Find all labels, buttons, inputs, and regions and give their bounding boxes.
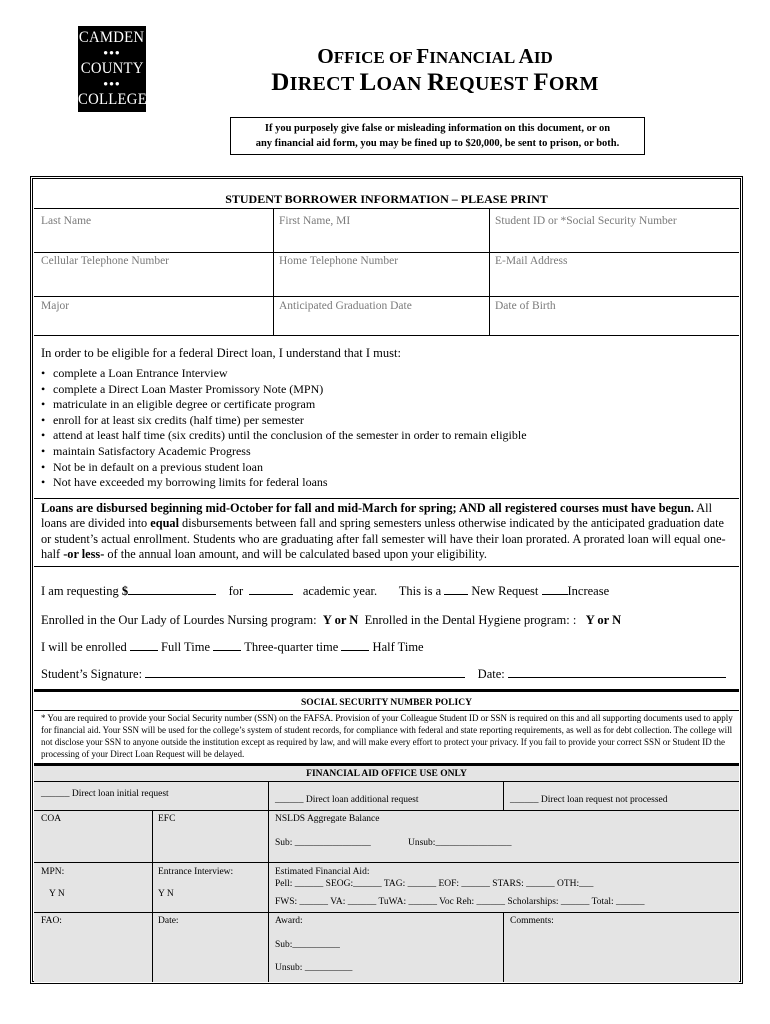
borrower-section-header: STUDENT BORROWER INFORMATION – PLEASE PRINT <box>225 192 548 206</box>
nslds-label: NSLDS Aggregate Balance <box>275 814 380 824</box>
loan-request-line: I am requesting $ for academic year. This is a New Request Increase <box>41 584 610 598</box>
full-time-blank[interactable] <box>130 640 158 651</box>
divider <box>34 810 739 811</box>
logo-line-1: CAMDEN <box>79 29 145 46</box>
eligibility-list <box>41 366 731 491</box>
grad-date-field[interactable]: Anticipated Graduation Date <box>279 300 412 312</box>
eligibility-item: • Not have exceeded my borrowing limits for federal loans <box>41 475 731 491</box>
estimated-aid-label: Estimated Financial Aid: <box>275 867 370 877</box>
eligibility-item: • attend at least half time (six credits) until the conclusion of the semester in order to remain eligible <box>41 428 731 444</box>
eligibility-intro: In order to be eligible for a federal Direct loan, I understand that I must: <box>41 346 401 360</box>
entrance-interview-label: Entrance Interview: <box>158 867 234 877</box>
entrance-y-n[interactable]: Y N <box>158 889 174 899</box>
divider <box>34 912 739 913</box>
signature-line: Student’s Signature: Date: <box>41 666 726 682</box>
email-field[interactable]: E-Mail Address <box>495 255 568 267</box>
aid-row-1[interactable]: Pell: ______ SEOG:______ TAG: ______ EOF: ______ STARS: ______ OTH:___ <box>275 879 594 889</box>
divider <box>34 862 739 863</box>
initial-request-check[interactable]: ______ Direct loan initial request <box>41 789 169 799</box>
divider <box>34 498 739 499</box>
half-time-blank[interactable] <box>341 640 369 651</box>
student-id-field[interactable]: Student ID or *Social Security Number <box>495 215 677 227</box>
enrollment-status-line: I will be enrolled Full Time Three-quarter time Half Time <box>41 640 424 654</box>
column-divider <box>273 208 274 335</box>
ssn-policy-text: * You are required to provide your Social Security number (SSN) on the FAFSA. Provision of your Colleague Student ID or SSN is required on this and all supporting documents used to apply for financial aid. Your SSN will be used for the college’s system of student records, for compliance with federal and state reporting requirements, as well as for debt collection. The college will not disclose your SSN to anyone outside the institution except as required by law, and will make every effort to protect your privacy. If you fail to provide your correct SSN or Student ID the processing of your Direct Loan Request will be delayed. <box>41 713 733 759</box>
three-quarter-blank[interactable] <box>213 640 241 651</box>
increase-blank[interactable] <box>542 584 568 595</box>
section-divider <box>34 689 739 692</box>
eligibility-item: • complete a Loan Entrance Interview <box>41 366 731 382</box>
column-divider <box>152 810 153 982</box>
eligibility-item: • complete a Direct Loan Master Promissory Note (MPN) <box>41 382 731 398</box>
mpn-y-n[interactable]: Y N <box>49 889 65 899</box>
award-label: Award: <box>275 916 303 926</box>
divider <box>34 208 739 209</box>
academic-year-blank[interactable] <box>249 584 293 595</box>
logo-dots: ●●● <box>103 48 121 57</box>
major-field[interactable]: Major <box>41 300 70 312</box>
fraud-warning: If you purposely give false or misleading information on this document, or on any financial aid form, you may be fined up to $20,000, be sent to prison, or both. <box>230 117 645 155</box>
fao-date-field[interactable]: Date: <box>158 916 179 926</box>
logo-line-3: COLLEGE <box>77 91 147 108</box>
column-divider <box>503 912 504 982</box>
additional-request-check[interactable]: ______ Direct loan additional request <box>275 795 419 805</box>
ssn-policy-header: SOCIAL SECURITY NUMBER POLICY <box>301 698 472 708</box>
divider <box>34 710 739 711</box>
eligibility-item: • matriculate in an eligible degree or certificate program <box>41 397 731 413</box>
coa-field[interactable]: COA <box>41 814 62 824</box>
column-divider <box>503 782 504 810</box>
form-title: DIRECT LOAN REQUEST FORM <box>271 69 599 96</box>
logo-dots: ●●● <box>103 79 121 88</box>
disbursement-notice: Loans are disbursed beginning mid-October for fall and mid-March for spring; AND all registered courses must have begun. All loans are divided into equal disbursements between fall and spring semesters unless otherwise indicated by the anticipated graduation date or student’s actual enrollment. Students who are graduating after fall semester will have their loan prorated. A prorated loan will equal one-half -or less- of the annual loan amount, and will be calculated based upon your eligibility. <box>41 501 726 562</box>
office-title: OFFICE OF FINANCIAL AID <box>317 44 553 68</box>
cell-phone-field[interactable]: Cellular Telephone Number <box>41 255 169 267</box>
eligibility-item: • enroll for at least six credits (half time) per semester <box>41 413 731 429</box>
eligibility-item: • Not be in default on a previous student loan <box>41 460 731 476</box>
dental-y-or-n[interactable]: Y or N <box>585 613 622 627</box>
program-enrollment-line: Enrolled in the Our Lady of Lourdes Nursing program: Y or N Enrolled in the Dental Hygiene program: : Y or N <box>41 613 622 627</box>
column-divider <box>268 810 269 982</box>
divider <box>34 566 739 567</box>
aid-row-2[interactable]: FWS: ______ VA: ______ TuWA: ______ Voc Reh: ______ Scholarships: ______ Total: ______ <box>275 897 645 907</box>
divider <box>34 781 739 782</box>
mpn-label: MPN: <box>41 867 65 877</box>
column-divider <box>268 782 269 810</box>
nslds-unsub-field[interactable]: Unsub:________________ <box>408 838 512 848</box>
efc-field[interactable]: EFC <box>158 814 176 824</box>
award-sub-field[interactable]: Sub:__________ <box>275 940 340 950</box>
divider <box>34 296 739 297</box>
logo-line-2: COUNTY <box>80 60 144 77</box>
signature-blank[interactable] <box>145 667 465 678</box>
eligibility-item: • maintain Satisfactory Academic Progress <box>41 444 731 460</box>
new-request-blank[interactable] <box>444 584 468 595</box>
comments-field[interactable]: Comments: <box>510 916 554 926</box>
home-phone-field[interactable]: Home Telephone Number <box>279 255 399 267</box>
divider <box>34 252 739 253</box>
lourdes-y-or-n[interactable]: Y or N <box>322 613 359 627</box>
divider <box>34 335 739 336</box>
loan-amount-blank[interactable] <box>128 584 216 595</box>
last-name-field[interactable]: Last Name <box>41 215 92 227</box>
signature-date-blank[interactable] <box>508 667 726 678</box>
nslds-sub-field[interactable]: Sub: ________________ <box>275 838 371 848</box>
office-use-header: FINANCIAL AID OFFICE USE ONLY <box>306 769 467 779</box>
dob-field[interactable]: Date of Birth <box>495 300 556 312</box>
not-processed-check[interactable]: ______ Direct loan request not processed <box>510 795 668 805</box>
award-unsub-field[interactable]: Unsub: __________ <box>275 963 353 973</box>
column-divider <box>489 208 490 335</box>
first-name-field[interactable]: First Name, MI <box>279 215 351 227</box>
college-logo <box>78 26 146 112</box>
fao-field[interactable]: FAO: <box>41 916 62 926</box>
